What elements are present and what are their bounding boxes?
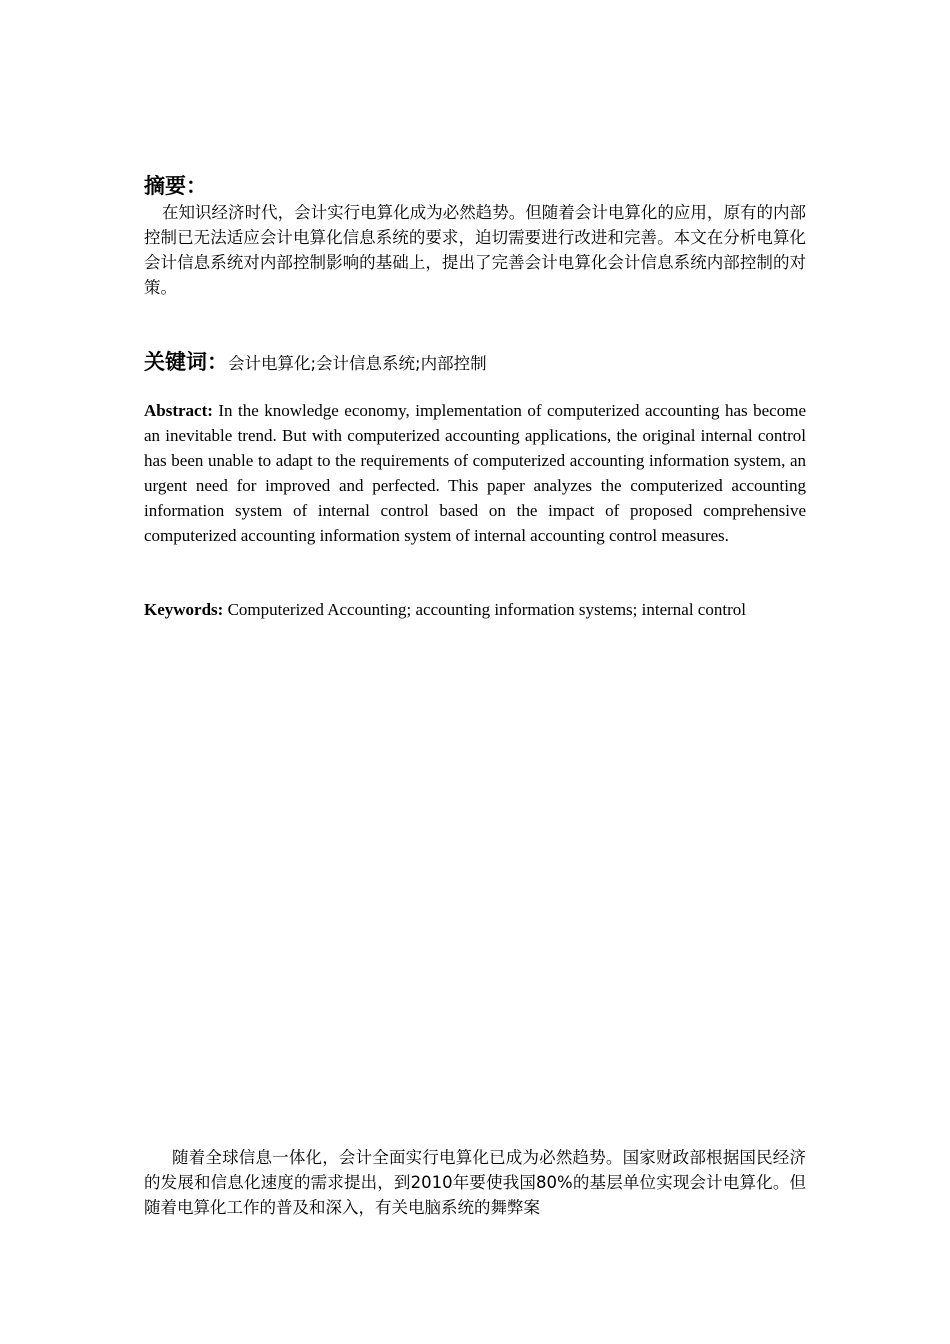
keywords-cn-label: 关键词： bbox=[144, 350, 228, 374]
body-intro-paragraph: 随着全球信息一体化，会计全面实行电算化已成为必然趋势。国家财政部根据国民经济的发展和信息化速度的需求提出，到2010年要使我国80%的基层单位实现会计电算化。但随着电算化工作的普及和深入，有关电脑系统的舞弊案 bbox=[144, 1148, 806, 1217]
keywords-cn-value: 会计电算化;会计信息系统;内部控制 bbox=[228, 354, 487, 373]
abstract-cn-body: 在知识经济时代，会计实行电算化成为必然趋势。但随着会计电算化的应用，原有的内部控制已无法适应会计电算化信息系统的要求，迫切需要进行改进和完善。本文在分析电算化会计信息系统对内部控制影响的基础上，提出了完善会计电算化会计信息系统内部控制的对策。 bbox=[144, 203, 806, 297]
abstract-cn-heading: 摘要： bbox=[144, 174, 207, 198]
keywords-cn-section bbox=[144, 346, 806, 376]
keywords-en-value: Computerized Accounting; accounting information systems; internal control bbox=[227, 600, 746, 619]
keywords-en-section bbox=[144, 597, 806, 622]
abstract-en-label: Abstract: bbox=[144, 401, 213, 420]
abstract-en-section bbox=[144, 398, 806, 548]
keywords-en-label: Keywords: bbox=[144, 600, 224, 619]
body-intro-section bbox=[144, 1145, 806, 1220]
abstract-cn-section bbox=[144, 172, 806, 300]
abstract-en-body: In the knowledge economy, implementation of computerized accounting has become an inevitable trend. But with computerized accounting applications, the original internal control has been unable to adapt to the requirements of computerized accounting information system, an urgent need for improved and perfected. This paper analyzes the computerized accounting information system of internal control based on the impact of proposed comprehensive computerized accounting information system of internal accounting control measures. bbox=[144, 401, 806, 545]
